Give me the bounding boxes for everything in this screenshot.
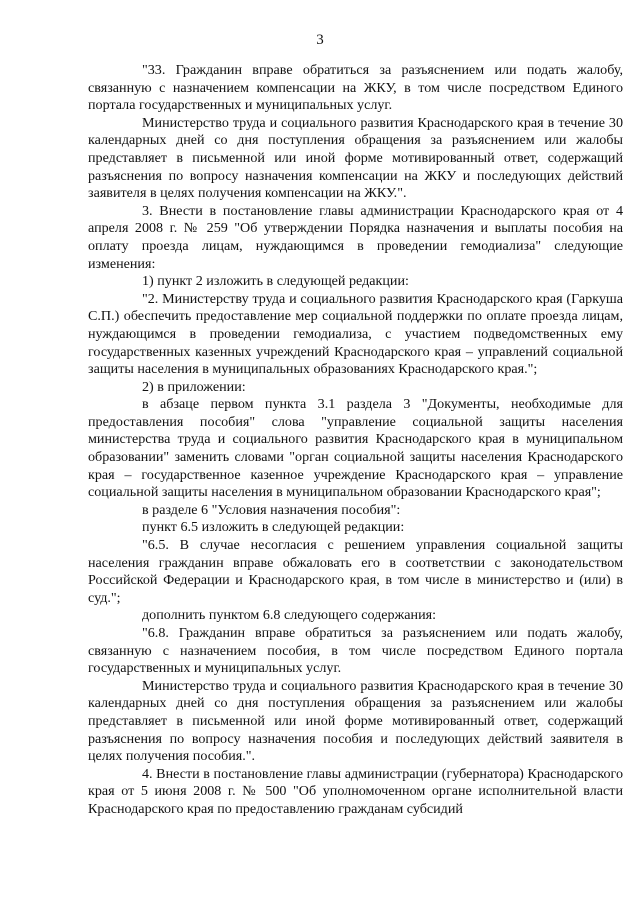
paragraph-section-6: в разделе 6 "Условия назначения пособия": [142, 501, 401, 518]
paragraph-6-5-intro: пункт 6.5 изложить в следующей редакции: [142, 519, 405, 536]
paragraph-33: "33. Гражданин вправе обратиться за разъяснением или подать жалобу, связанную с назначением компенсации на ЖКУ, в том числе посредством Единого портала государственных и муниципальных услуг. [88, 62, 623, 114]
paragraph-ministry-response-benefit: Министерство труда и социального развития Краснодарского края в течение 30 календарных дней со дня поступления обращения за разъяснением или жалобы представляет в письменной или иной форме мотивированный ответ, содержащий разъяснения по вопросу назначения пособия и последующих действий заявителя в целях получения пособия.". [88, 677, 623, 765]
paragraph-item-4: 4. Внести в постановление главы администрации (губернатора) Краснодарского края от 5 июня 2008 г. № 500 "Об уполномоченном органе исполнительной власти Краснодарского края по предоставлению гражданам субсидий [88, 765, 623, 817]
document-body [88, 62, 623, 819]
paragraph-item-2-text: "2. Министерству труда и социального развития Краснодарского края (Гаркуша С.П.) обеспечить предоставление мер социальной поддержки по оплате проезда лицам, нуждающимся в проведении гемодиализа, с участием подведомственных ему государственных казенных учреждений Краснодарского края – управлений социальной защиты населения в муниципальных образованиях Краснодарского края."; [88, 290, 623, 378]
paragraph-subitem-2: 2) в приложении: [142, 378, 246, 395]
paragraph-6-8-text: "6.8. Гражданин вправе обратиться за разъяснением или подать жалобу, связанную с назначением пособия, в том числе посредством Единого портала государственных и муниципальных услуг. [88, 625, 623, 677]
paragraph-subitem-1: 1) пункт 2 изложить в следующей редакции: [142, 273, 409, 290]
paragraph-6-5-text: "6.5. В случае несогласия с решением управления социальной защиты населения гражданин вправе обжаловать его в соответствии с законодательством Российской Федерации и Краснодарского края, в том числе в министерство и (или) в суд."; [88, 537, 623, 606]
paragraph-item-3: 3. Внести в постановление главы администрации Краснодарского края от 4 апреля 2008 г. № 259 "Об утверждении Порядка назначения и выплаты пособия на оплату проезда лицам, нуждающимся в проведении гемодиализа" следующие изменения: [88, 202, 623, 272]
paragraph-6-8-intro: дополнить пунктом 6.8 следующего содержания: [142, 607, 437, 624]
paragraph-ministry-response-zhku: Министерство труда и социального развития Краснодарского края в течение 30 календарных дней со дня поступления обращения за разъяснением или жалобы представляет в письменной или иной форме мотивированный ответ, содержащий разъяснения по вопросу назначения компенсации на ЖКУ и последующих действий заявителя в целях получения компенсации на ЖКУ.". [88, 114, 623, 202]
paragraph-3-1-change: в абзаце первом пункта 3.1 раздела 3 "Документы, необходимые для предоставления пособия" слова "управление социальной защиты населения министерства труда и социального развития Краснодарского края в муниципальном образовании" заменить словами "орган социальной защиты населения Краснодарского края – государственное казенное учреждение Краснодарского края – управление социальной защиты населения в муниципальном образовании Краснодарского края"; [88, 396, 623, 501]
page-number: 3 [316, 32, 324, 48]
